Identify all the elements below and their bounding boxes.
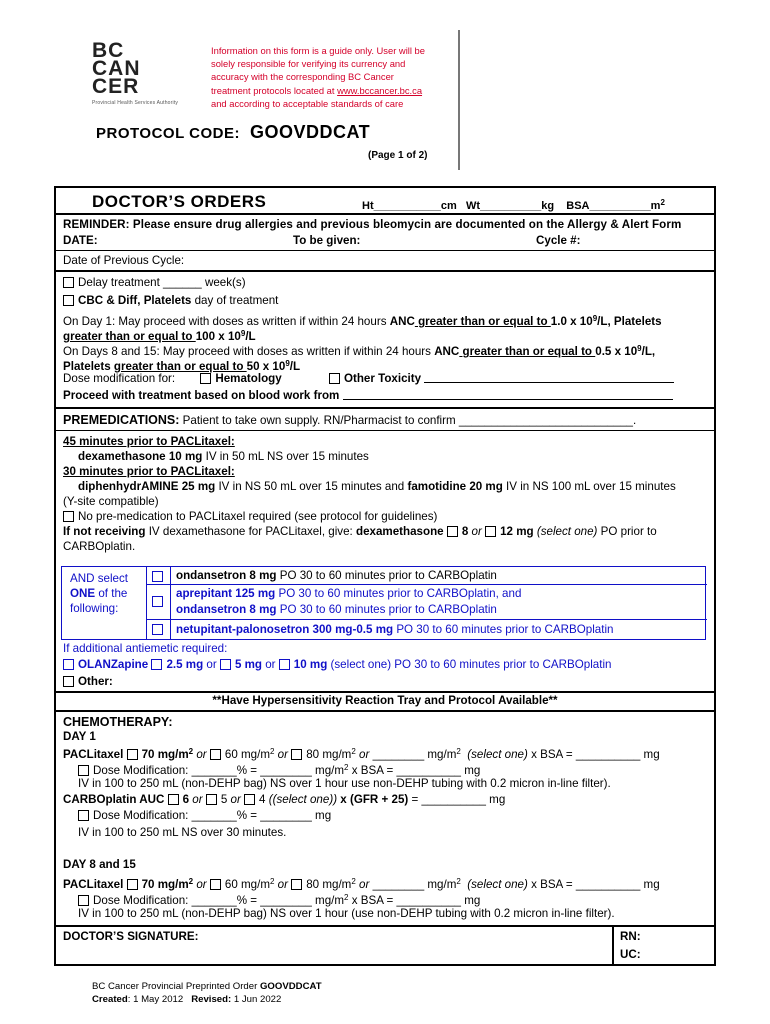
text: x BSA = __________ mg xyxy=(348,764,481,777)
text: 5 xyxy=(220,793,228,806)
text: CARBOplatin AUC xyxy=(63,793,165,806)
dexa-8-checkbox[interactable] xyxy=(447,526,458,537)
pacl-60-checkbox[interactable] xyxy=(210,749,221,760)
text: 70 mg/m xyxy=(141,748,189,761)
height-weight-bsa xyxy=(362,198,665,212)
pacl-70-checkbox[interactable] xyxy=(127,749,138,760)
doctor-signature-label[interactable]: DOCTOR’S SIGNATURE: xyxy=(63,930,199,943)
bccancer-link[interactable]: www.bccancer.bc.ca xyxy=(337,84,423,96)
date-row xyxy=(63,234,581,248)
other-row xyxy=(63,675,113,689)
carboplatin-iv: IV in 100 to 250 mL NS over 30 minutes. xyxy=(78,826,287,839)
text: GOOVDDCAT xyxy=(259,981,322,992)
footer xyxy=(92,980,322,1006)
text: 10 mg xyxy=(293,658,328,671)
text: ANC xyxy=(434,345,460,358)
form-title: DOCTOR’S ORDERS xyxy=(92,192,267,211)
text: 9 xyxy=(637,344,642,353)
text: = __________ mg xyxy=(408,793,506,806)
text: 80 mg/m xyxy=(306,878,352,891)
text: ondansetron 8 mg xyxy=(176,569,277,582)
protocol-code xyxy=(96,122,370,143)
bloodwork-date-field[interactable] xyxy=(343,389,673,400)
dexa-12-checkbox[interactable] xyxy=(485,526,496,537)
hematology-label: Hematology xyxy=(215,372,282,385)
divider xyxy=(56,213,714,215)
text: or xyxy=(192,793,203,806)
text: 9 xyxy=(285,359,290,368)
text: x BSA = __________ mg xyxy=(527,748,660,761)
pacl-dosemod-checkbox[interactable] xyxy=(78,765,89,776)
disclaimer-line: Information on this form is a guide only. User will be xyxy=(211,45,425,56)
paclitaxel-day1-row: PACLitaxel 70 $mg/m^2$ or 60 $mg/m^2$ or 80 $mg/m^2$ or ________ $mg/m^2$ (select one) x BSA = __________ mg xyxy=(63,747,660,761)
height-field[interactable]: Ht___________cm xyxy=(362,200,457,212)
text: PO 30 to 60 minutes prior to CARBOplatin xyxy=(276,569,497,582)
text: PO 30 to 60 minutes prior to CARBOplatin xyxy=(393,623,614,636)
delay-label: Delay treatment ______ week(s) xyxy=(78,276,246,289)
text: 8 xyxy=(461,525,469,538)
to-be-given-label[interactable]: To be given: xyxy=(293,234,361,247)
pacl8-60-checkbox[interactable] xyxy=(210,879,221,890)
text: (select one) xyxy=(467,878,528,891)
text: diphenhydrAMINE 25 mg xyxy=(78,480,216,493)
text: 60 mg/m xyxy=(224,748,270,761)
text: or xyxy=(230,793,241,806)
text: OLANZapine xyxy=(78,658,149,671)
proceed-label: Proceed with treatment based on blood work from xyxy=(63,389,340,402)
disclaimer-text: treatment protocols located at xyxy=(211,84,338,96)
hematology-checkbox[interactable] xyxy=(200,373,211,384)
protocol-label: PROTOCOL CODE: xyxy=(96,125,240,142)
olanzapine-row xyxy=(63,658,611,672)
text: ondansetron 8 mg xyxy=(176,603,277,616)
premed-label: PREMEDICATIONS: xyxy=(63,413,180,427)
text: 0.5 x 10 xyxy=(595,345,638,358)
text: famotidine 20 mg xyxy=(407,480,503,493)
divider xyxy=(56,270,714,272)
text xyxy=(70,586,128,601)
text: IV in 50 mL NS over 15 minutes xyxy=(202,450,369,463)
text: PO 30 to 60 minutes prior to CARBOplatin, and xyxy=(275,587,522,600)
text: 9 xyxy=(592,314,598,323)
text: No pre-medication to PACLitaxel required (see protocol for guidelines) xyxy=(78,510,438,523)
text: BC Cancer Provincial Preprinted Order xyxy=(92,981,260,992)
rn-label[interactable]: RN: xyxy=(620,930,641,943)
andselect-text xyxy=(70,571,128,616)
no-premed-row xyxy=(63,510,437,524)
carboplatin-row: CARBOplatin AUC 6 or 5 or 4 ((select one)) x (GFR + 25) = __________ mg xyxy=(63,793,506,806)
text: Other: xyxy=(78,675,113,688)
antiemetic-option-3 xyxy=(176,623,613,637)
paclitaxel-iv: IV in 100 to 250 mL (non-DEHP bag) NS over 1 hour use non-DEHP tubing with 0.2 micron in-line filter). xyxy=(78,777,611,790)
text: greater than or equal to xyxy=(63,330,196,343)
divider xyxy=(56,250,714,251)
premed-30-min: 30 minutes prior to PACLitaxel: xyxy=(63,465,235,478)
carboplatin-line: CARBOplatin. xyxy=(63,540,136,553)
text: /L xyxy=(289,360,301,373)
cbc-checkbox[interactable] xyxy=(63,295,74,306)
additional-antiemetic: If additional antiemetic required: xyxy=(63,642,228,655)
delay-checkbox[interactable] xyxy=(63,277,74,288)
text: or xyxy=(359,748,370,761)
text: /L xyxy=(245,330,256,343)
olanz-5-checkbox[interactable] xyxy=(220,659,231,670)
text: ________ mg/m xyxy=(372,748,457,761)
text: Dose Modification: _______% = ________ mg xyxy=(93,809,332,822)
text: 6 xyxy=(182,793,190,806)
text: aprepitant 125 mg xyxy=(176,587,276,600)
text: greater than or equal to xyxy=(459,345,596,358)
text: Dose Modification: _______% = ________ mg/m xyxy=(93,764,345,777)
auc-6-checkbox[interactable] xyxy=(168,794,179,805)
aprepitant-checkbox[interactable] xyxy=(152,596,163,607)
bc-cancer-logo xyxy=(92,39,141,98)
footer-line-2 xyxy=(92,993,322,1006)
text: 1 Jun 2022 xyxy=(231,994,282,1005)
text: Revised: xyxy=(191,994,232,1005)
day8-heading: DAY 8 and 15 xyxy=(63,858,136,871)
text: or xyxy=(196,878,207,891)
text: 1.0 x 10 xyxy=(550,315,593,328)
text: (select one) xyxy=(272,793,334,806)
pacl8-dosemod-checkbox[interactable] xyxy=(78,895,89,906)
text: PO prior to xyxy=(597,525,657,538)
text: Platelets xyxy=(63,360,114,373)
antiemetic-table xyxy=(61,566,706,640)
olanz-10-checkbox[interactable] xyxy=(279,659,290,670)
premed-row xyxy=(63,413,636,428)
header-divider xyxy=(458,30,460,170)
text: ________ mg/m xyxy=(372,878,457,891)
text: netupitant-palonosetron 300 mg-0.5 mg xyxy=(176,623,394,636)
logo-tagline: Provincial Health Services Authority xyxy=(92,100,179,106)
date-label[interactable]: DATE: xyxy=(63,234,98,247)
text: or xyxy=(196,748,207,761)
text: ANC xyxy=(389,315,415,328)
text: greater than or equal to xyxy=(414,315,551,328)
premed-rest: Patient to take own supply. RN/Pharmacist to confirm ___________________________. xyxy=(179,414,637,427)
text: or xyxy=(359,878,370,891)
reminder: REMINDER: Please ensure drug allergies and previous bleomycin are documented on the Allergy & Alert Form xyxy=(63,218,682,231)
text: 80 mg/m xyxy=(306,748,352,761)
text: : 1 May 2012 xyxy=(127,994,184,1005)
text: 5 mg xyxy=(234,658,263,671)
dose-mod-row xyxy=(63,372,674,386)
text: of the xyxy=(95,587,128,600)
text: AND select xyxy=(70,572,128,585)
delay-row xyxy=(63,276,246,290)
text: IV in NS 50 mL over 15 minutes and xyxy=(215,480,408,493)
text: ONE xyxy=(70,587,96,600)
divider xyxy=(56,691,714,693)
text: (select one) xyxy=(536,525,598,538)
logo-line-3: CER xyxy=(92,75,140,98)
disclaimer-line: solely responsible for verifying its currency and xyxy=(211,58,406,70)
protocol-code-value: GOOVDDCAT xyxy=(249,122,371,142)
no-premed-checkbox[interactable] xyxy=(63,511,74,522)
carboplatin-dose-mod xyxy=(78,809,331,823)
text: On Day 1: May proceed with doses as written if within 24 hours xyxy=(63,315,390,328)
text: (select one) PO 30 to 60 minutes prior to CARBOplatin xyxy=(327,658,612,671)
text: On Days 8 and 15: May proceed with doses as written if within 24 hours xyxy=(63,345,435,358)
text: 70 mg/m xyxy=(141,878,189,891)
cycle-label[interactable]: Cycle #: xyxy=(536,234,581,247)
other-toxicity-checkbox[interactable] xyxy=(329,373,340,384)
paclitaxel-dose-mod: Dose Modification: _______% = ________ $mg/m^2$ x BSA = __________ mg xyxy=(78,761,480,778)
disclaimer-line: and according to acceptable standards of care xyxy=(211,97,404,109)
divider xyxy=(56,430,714,431)
cbc-rest: day of treatment xyxy=(191,294,279,307)
diphen-row xyxy=(78,480,676,494)
other-checkbox[interactable] xyxy=(63,676,74,687)
signature-divider xyxy=(612,925,614,966)
text: 9 xyxy=(240,329,246,338)
chemotherapy-heading: CHEMOTHERAPY: xyxy=(63,715,173,729)
previous-cycle[interactable]: Date of Previous Cycle: xyxy=(63,254,185,267)
uc-label[interactable]: UC: xyxy=(620,948,641,961)
disclaimer-line: accuracy with the corresponding BC Cancer xyxy=(211,71,394,83)
text: 60 mg/m xyxy=(224,878,270,891)
divider xyxy=(56,925,714,927)
logo-line-1: BC xyxy=(92,39,125,62)
text: greater than or equal to xyxy=(113,360,247,373)
pacl8-70-checkbox[interactable] xyxy=(127,879,138,890)
text: 4 xyxy=(259,793,266,806)
text: 12 mg xyxy=(500,525,534,538)
text: or xyxy=(277,878,288,891)
text: /L, xyxy=(641,345,656,358)
cbc-row xyxy=(63,294,278,308)
text: Created xyxy=(92,994,128,1005)
netupitant-checkbox[interactable] xyxy=(152,624,163,635)
text: IV in NS 100 mL over 15 minutes xyxy=(502,480,676,493)
paclitaxel8-dose-mod: Dose Modification: _______% = ________ $mg/m^2$ x BSA = __________ mg xyxy=(78,891,480,908)
antiemetic-option-2 xyxy=(176,587,521,601)
text: x BSA = __________ mg xyxy=(348,894,481,907)
text: PACLitaxel xyxy=(63,878,124,891)
text: following: xyxy=(70,602,119,615)
text: or xyxy=(203,658,220,671)
disclaimer-line xyxy=(211,84,451,97)
footer-line-1 xyxy=(92,980,322,993)
text: 2.5 mg xyxy=(166,658,204,671)
text: Dose Modification: _______% = ________ mg/m xyxy=(93,894,345,907)
dose-mod-label: Dose modification for: xyxy=(63,372,176,385)
pacl-80-checkbox[interactable] xyxy=(291,749,302,760)
auc-4-checkbox[interactable] xyxy=(244,794,255,805)
text: dexamethasone 10 mg xyxy=(78,450,203,463)
ondansetron-checkbox[interactable] xyxy=(152,571,163,582)
text: dexamethasone xyxy=(355,525,444,538)
text: If not receiving xyxy=(63,525,146,538)
auc-5-checkbox[interactable] xyxy=(206,794,217,805)
bsa-unit-sup: 2 xyxy=(660,198,665,207)
day1-heading: DAY 1 xyxy=(63,730,96,743)
text: x BSA = __________ mg xyxy=(527,878,660,891)
text: or xyxy=(262,658,279,671)
dexa-row xyxy=(78,450,369,464)
proceed-row xyxy=(63,389,673,403)
text: PO 30 to 60 minutes prior to CARBOplatin xyxy=(276,603,497,616)
antiemetic-instruction xyxy=(62,567,147,639)
divider xyxy=(146,584,707,585)
hypersensitivity-note: **Have Hypersensitivity Reaction Tray and Protocol Available** xyxy=(212,694,558,707)
text: IV dexamethasone for PACLitaxel, give: xyxy=(145,525,356,538)
text: (select one) xyxy=(467,748,528,761)
text: x (GFR + 25) xyxy=(337,793,409,806)
divider xyxy=(56,407,714,409)
not-receiving-row xyxy=(63,525,657,539)
paclitaxel8-iv: IV in 100 to 250 mL (non-DEHP bag) NS over 1 hour (use non-DEHP tubing with 0.2 micron in-line filter). xyxy=(78,907,615,920)
ysite: (Y-site compatible) xyxy=(63,495,159,508)
paclitaxel-day8-row: PACLitaxel 70 $mg/m^2$ or 60 $mg/m^2$ or 80 $mg/m^2$ or ________ $mg/m^2$ (select one) x BSA = __________ mg xyxy=(63,877,660,891)
text: or xyxy=(471,525,482,538)
divider xyxy=(146,619,707,620)
disclaimer xyxy=(211,44,451,110)
antiemetic-option-1 xyxy=(176,569,497,583)
bsa-field[interactable]: BSA__________m xyxy=(566,200,661,212)
divider xyxy=(56,710,714,712)
carbo-dosemod-checkbox[interactable] xyxy=(78,810,89,821)
olanzapine-checkbox[interactable] xyxy=(63,659,74,670)
other-toxicity-field[interactable] xyxy=(424,372,674,383)
text: or xyxy=(277,748,288,761)
antiemetic-checkbox-col xyxy=(146,567,171,639)
cbc-label: CBC & Diff, Platelets xyxy=(78,294,192,307)
page-number: (Page 1 of 2) xyxy=(368,150,428,161)
doctors-orders-form xyxy=(54,186,716,966)
other-toxicity-label: Other Toxicity xyxy=(343,372,422,385)
text: 50 x 10 xyxy=(246,360,286,373)
olanz-2-5-checkbox[interactable] xyxy=(151,659,162,670)
text: 100 x 10 xyxy=(195,330,241,343)
pacl8-80-checkbox[interactable] xyxy=(291,879,302,890)
text: PACLitaxel xyxy=(63,748,124,761)
premed-45-min: 45 minutes prior to PACLitaxel: xyxy=(63,435,235,448)
logo-line-2: CAN xyxy=(92,57,141,80)
weight-field[interactable]: Wt__________kg xyxy=(465,200,555,212)
text: /L, Platelets xyxy=(597,315,662,328)
antiemetic-option-2b xyxy=(176,603,497,617)
